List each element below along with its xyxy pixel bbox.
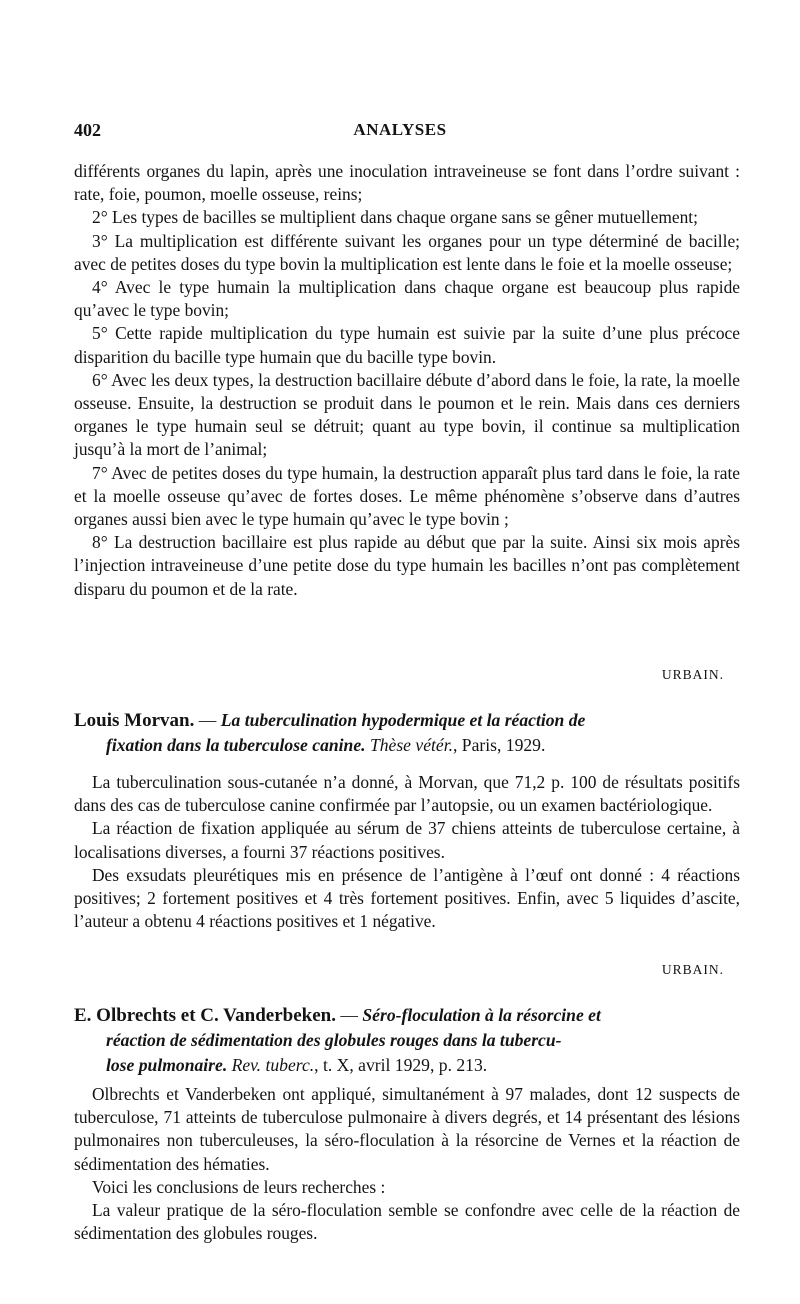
review-source: Thèse vétér. <box>365 735 453 755</box>
review-subject: La tuberculination hypodermique et la réaction de <box>220 710 586 730</box>
title-dash: — <box>335 1005 363 1025</box>
paragraph: différents organes du lapin, après une inoculation intraveineuse se font dans l’ordre suivant : rate, foie, poumon, moelle osseuse, reins; <box>74 161 740 205</box>
paragraph: 6° Avec les deux types, la destruction bacillaire débute d’abord dans le foie, la rate, la moelle osseuse. Ensuite, la destruction se produit dans le poumon et le rein. Mais dans ces derniers organes le type humain seul se détruit; quant au type bovin, il continue sa multiplication jusqu’à la mort de l’animal; <box>74 369 740 460</box>
paragraph: 3° La multiplication est différente suivant les organes pour un type déterminé de bacille; avec de petites doses du type bovin la multiplication est lente dans le foie et la moelle osseuse; <box>74 230 740 274</box>
review-2-body <box>74 771 740 933</box>
paragraph: 8° La destruction bacillaire est plus rapide au début que par la suite. Ainsi six mois après l’injection intraveineuse d’une petite dose du type humain les bacilles n’ont pas complètement disparu du poumon et de la rate. <box>74 532 740 599</box>
paragraph: 7° Avec de petites doses du type humain, la destruction apparaît plus tard dans le foie, la rate et la moelle osseuse qu’avec de fortes doses. Le même phénomène s’observe dans d’autres organes aussi bien avec le type humain qu’avec le type bovin ; <box>74 462 740 530</box>
review-1-body <box>74 160 740 601</box>
page-header <box>74 120 726 150</box>
reviewer-signature: URBAIN. <box>661 962 724 977</box>
review-author: Louis Morvan. <box>74 710 195 731</box>
review-3-body <box>74 1083 740 1245</box>
paragraph: 5° Cette rapide multiplication du type humain est suivie par la suite d’une plus précoce disparition du bacille type humain que du bacille type bovin. <box>74 323 740 367</box>
review-subject-line2: fixation dans la tuberculose canine. <box>106 735 366 755</box>
paragraph: Olbrechts et Vanderbeken ont appliqué, simultanément à 97 malades, dont 12 suspects de tuberculose, 71 atteints de tuberculose pulmonaire à divers degrés, et 14 présentant des lésions pulmonaires non tuberculeuses, la séro-floculation à la résorcine de Vernes et la réaction de sédimentation des hématies. <box>74 1084 740 1174</box>
title-dash: — <box>194 710 221 730</box>
review-subject-continued <box>74 1053 742 1078</box>
reviewer-signature: URBAIN. <box>661 667 724 682</box>
running-head: ANALYSES <box>353 120 447 139</box>
paragraph: 2° Les types de bacilles se multiplient dans chaque organe sans se gêner mutuellement; <box>92 207 698 228</box>
page-number: 402 <box>74 120 101 140</box>
paragraph: La tuberculination sous-cutanée n’a donné, à Morvan, que 71,2 p. 100 de résultats positifs dans des cas de tuberculose canine confirmée par l’autopsie, ou un examen bactériologique. <box>74 772 740 816</box>
paragraph: Des exsudats pleurétiques mis en présence de l’antigène à l’œuf ont donné : 4 réactions positives; 2 fortement positives et 4 très fortement positives. Enfin, avec 5 liquides d’ascite, l’auteur a obtenu 4 réactions positives et 1 négative. <box>74 864 740 932</box>
review-2-title <box>74 708 742 758</box>
paragraph: La réaction de fixation appliquée au sérum de 37 chiens atteints de tuberculose certaine, à localisations diverses, a fourni 37 réactions positives. <box>74 818 740 862</box>
review-subject-line3: lose pulmonaire. <box>106 1055 228 1075</box>
review-place-year: , Paris, 1929. <box>453 735 546 755</box>
review-source: Rev. tuberc. <box>227 1055 315 1075</box>
paragraph: 4° Avec le type humain la multiplication dans chaque organe est beaucoup plus rapide qu’avec le type bovin; <box>74 277 740 321</box>
review-subject-line2: réaction de sédimentation des globules rouges dans la tubercu- <box>106 1030 562 1050</box>
review-reference: , t. X, avril 1929, p. 213. <box>314 1055 488 1075</box>
review-subject: Séro-floculation à la résorcine et <box>362 1005 601 1025</box>
paragraph: Voici les conclusions de leurs recherches : <box>92 1176 386 1197</box>
review-subject-continued <box>74 1028 742 1053</box>
paragraph: La valeur pratique de la séro-floculation semble se confondre avec celle de la réaction de sédimentation des globules rouges. <box>74 1200 740 1244</box>
review-3-title <box>74 1003 742 1078</box>
review-author: E. Olbrechts et C. Vanderbeken. <box>74 1005 336 1026</box>
review-subject-continued <box>74 733 742 758</box>
